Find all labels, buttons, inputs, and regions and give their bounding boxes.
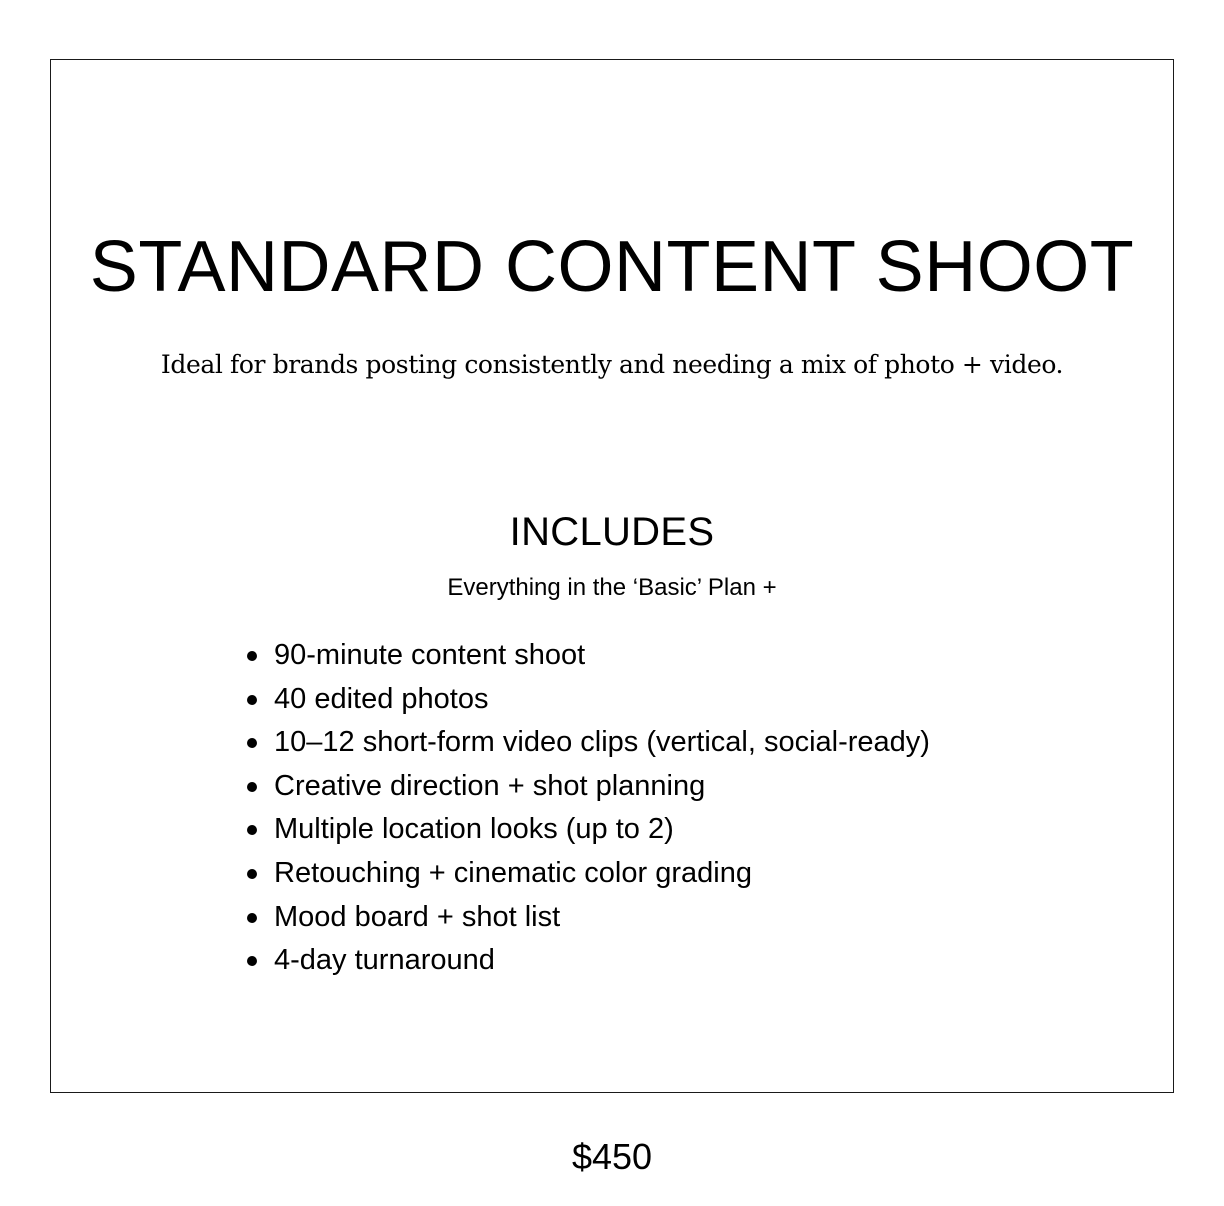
bullet-icon <box>247 782 257 792</box>
plan-description: Ideal for brands posting consistently and needing a mix of photo + video. <box>160 350 1064 379</box>
feature-item <box>247 852 930 896</box>
feature-label: Multiple location looks (up to 2) <box>274 813 674 846</box>
includes-subheading: Everything in the ‘Basic’ Plan + <box>447 574 777 601</box>
feature-label: Mood board + shot list <box>274 900 561 933</box>
feature-item <box>247 721 930 765</box>
bullet-icon <box>247 738 257 748</box>
bullet-icon <box>247 695 257 705</box>
feature-item <box>247 808 930 852</box>
feature-list <box>247 634 930 983</box>
bullet-icon <box>247 913 257 923</box>
feature-item <box>247 896 930 940</box>
feature-label: Retouching + cinematic color grading <box>274 856 752 889</box>
plan-title: STANDARD CONTENT SHOOT <box>89 227 1135 307</box>
feature-label: 90-minute content shoot <box>274 639 586 671</box>
feature-label: 4-day turnaround <box>274 944 495 977</box>
feature-label: 10–12 short-form video clips (vertical, social-ready) <box>274 726 930 759</box>
includes-heading: INCLUDES <box>509 510 715 554</box>
bullet-icon <box>247 651 257 661</box>
feature-label: Creative direction + shot planning <box>274 769 706 802</box>
feature-item <box>247 765 930 809</box>
feature-item <box>247 939 930 983</box>
bullet-icon <box>247 869 257 879</box>
bullet-icon <box>247 825 257 835</box>
plan-price: $450 <box>571 1136 653 1177</box>
feature-label: 40 edited photos <box>274 682 489 715</box>
pricing-card <box>50 59 1174 1093</box>
bullet-icon <box>247 956 257 966</box>
feature-item <box>247 678 930 722</box>
feature-item <box>247 634 930 678</box>
